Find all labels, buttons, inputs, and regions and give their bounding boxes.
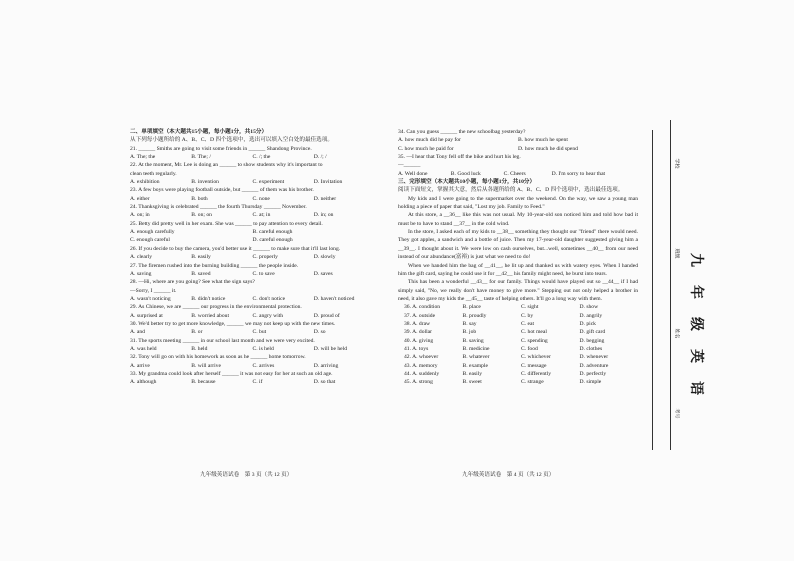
cloze-option: C. food — [521, 345, 538, 352]
option-b: B. will arrive — [191, 362, 221, 369]
cloze-option: 44. A. suddenly — [404, 370, 440, 377]
option-a: A. how much did he pay for — [398, 137, 461, 144]
options-31 — [130, 345, 375, 353]
cloze-option-row — [398, 312, 638, 320]
options-27 — [130, 270, 375, 278]
options-23 — [130, 195, 375, 203]
cloze-option-row — [398, 353, 638, 361]
option-a: A. arrive — [130, 362, 150, 369]
cloze-option: 40. A. giving — [404, 337, 434, 344]
school-label: 学校 — [673, 158, 679, 169]
cloze-option: B. easily — [462, 370, 483, 377]
option-c: C. properly — [252, 254, 278, 261]
cloze-option-row — [398, 345, 638, 353]
cloze-option: 38. A. draw — [404, 320, 431, 327]
option-c: C. but — [252, 329, 267, 336]
cloze-option-row — [398, 328, 638, 336]
option-d: D. how much he did spend — [518, 145, 578, 152]
grade-char: 九 — [688, 253, 704, 267]
question-31: 31. The sports meeting ______ in our school last month and we were very excited. — [130, 337, 315, 344]
option-d: D. I'm sorry to hear that — [551, 170, 606, 177]
option-b: B. because — [191, 379, 216, 386]
options-32 — [130, 362, 375, 370]
cloze-option: B. saving — [462, 337, 484, 344]
question-23: 23. A few boys were playing football outside, but ______ of them was his brother. — [130, 187, 314, 194]
option-b: B. both — [191, 195, 208, 202]
cloze-option: D. angrily — [579, 312, 603, 319]
options-25-cont — [130, 236, 375, 244]
grade-char: 级 — [688, 317, 704, 331]
cloze-option: C. spending — [521, 337, 548, 344]
option-c: C. enough careful — [130, 237, 170, 244]
question-28-reply: —Sorry, I ______ it. — [130, 287, 177, 294]
cloze-option: C. by — [521, 312, 534, 319]
option-a: A. The; the — [130, 154, 156, 161]
option-b: B. worried about — [191, 312, 229, 319]
cloze-option-row — [398, 370, 638, 378]
option-c: C. arrives — [252, 362, 275, 369]
option-d: D. /; / — [313, 154, 327, 161]
option-b: B. on; on — [191, 212, 212, 219]
options-29 — [130, 312, 375, 320]
option-c: C. don't notice — [252, 295, 286, 302]
cloze-option: 42. A. whoever — [404, 354, 439, 361]
seal-line — [652, 130, 653, 450]
cloze-option: D. whenever — [579, 354, 609, 361]
option-c: C. /; the — [252, 154, 271, 161]
passage-paragraph: This has been a wonderful __43__ for our family. Things would have played out so __44__ if I had simply said, "No, we really don't have money to give more." Stepping out not only helped a brother in need, it also gave my kids the __45__ taste of helping others. It'll go a long way with them. — [398, 279, 638, 302]
cloze-option: B. example — [462, 362, 488, 369]
options-24 — [130, 211, 375, 219]
passage-paragraph: At this store, a __36__ like this was not usual. My 10-year-old son noticed him and told how bad it must be to have to stand __37__ in the cold wind. — [398, 212, 638, 227]
option-b: B. how much he spent — [518, 137, 568, 144]
option-a: A. clearly — [130, 254, 153, 261]
cloze-option: C. sight — [521, 304, 539, 311]
cloze-option: C. strange — [521, 379, 544, 386]
option-d: D. proud of — [313, 312, 340, 319]
option-d: D. neither — [313, 195, 337, 202]
subject-char: 语 — [688, 381, 704, 395]
cloze-option-row — [398, 303, 638, 311]
cloze-option: D. adventure — [579, 362, 609, 369]
cloze-option: D. pick — [579, 320, 596, 327]
option-b: B. didn't notice — [191, 295, 226, 302]
option-a: A. although — [130, 379, 157, 386]
option-b: B. or — [191, 329, 203, 336]
option-d: D. will be held — [313, 345, 347, 352]
option-b: B. easily — [191, 254, 211, 261]
option-b: B. Good luck — [450, 170, 481, 177]
options-34-cont — [398, 145, 638, 153]
option-d: D. so — [313, 329, 326, 336]
section-heading: 二、单项填空（本大题共15小题，每小题1分，共15分） — [130, 129, 268, 135]
question-34: 34. Can you guess ______ the new schoolbag yesterday? — [398, 129, 526, 135]
question-24: 24. Thanksgiving is celebrated ______ the fourth Thursday ______ November. — [130, 204, 307, 211]
option-b: B. held — [191, 345, 208, 352]
cloze-option: 39. A. dollar — [404, 329, 432, 336]
option-d: D. in; on — [313, 212, 334, 219]
binding-line — [670, 120, 671, 450]
options-30 — [130, 328, 375, 336]
cloze-option: D. clothes — [579, 345, 603, 352]
option-b: B. The; / — [191, 154, 211, 161]
name-label: 姓名 — [673, 328, 679, 339]
exam-number-label: 考号 — [673, 408, 679, 419]
cloze-option: 41. A. toys — [404, 345, 429, 352]
option-b: B. careful enough — [252, 229, 293, 236]
cloze-option: 36. A. condition — [404, 304, 441, 311]
right-page — [398, 128, 638, 387]
cloze-option: D. gift card — [579, 329, 606, 336]
cloze-option-row — [398, 320, 638, 328]
question-29: 29. As Chinese, we are ______ our progress in the environmental protection. — [130, 304, 302, 311]
options-28 — [130, 295, 375, 303]
option-a: A. was held — [130, 345, 157, 352]
section-instruction: 阅读下面短文，掌握其大意，然后从各题所给的 A、B、C、D 四个选项中，选出最佳选项。 — [398, 187, 624, 194]
option-b: B. invention — [191, 179, 219, 186]
option-a: A. saving — [130, 270, 152, 277]
passage-paragraph: When we handed him the bag of __41__, he lit up and thanked us with watery eyes. When I handed him the gift card, saying he could use it for __42__ his family might need, he burst into tears. — [398, 262, 638, 277]
options-35 — [398, 170, 638, 178]
cloze-option-row — [398, 362, 638, 370]
option-a: A. Well done — [398, 170, 428, 177]
question-28: 28. —Hi, where are you going? See what the sign says? — [130, 279, 255, 286]
page-footer-right: 九年级英语试卷 第 4 页（共 12 页） — [462, 472, 555, 478]
cloze-option: D. perfectly — [579, 370, 607, 377]
option-d: D. careful enough — [252, 237, 293, 244]
cloze-option-row — [398, 378, 638, 386]
cloze-options — [398, 303, 638, 386]
question-30: 30. We'd better try to get more knowledge, ______ we may not keep up with the new times. — [130, 320, 336, 327]
option-a: A. either — [130, 195, 150, 202]
cloze-option: C. differently — [521, 370, 552, 377]
question-33: 33. My grandma could look after herself ______ it was not easy for her at such an old age. — [130, 370, 333, 377]
cloze-option: B. whatever — [462, 354, 490, 361]
options-21 — [130, 153, 375, 161]
section-instruction: 从下列每小题所给的 A、B、C、D 四个选项中，选出可以填入空白处的最佳选项。 — [130, 137, 333, 144]
option-a: A. exhibition — [130, 179, 160, 186]
cloze-option: B. say — [462, 320, 477, 327]
left-page — [130, 128, 375, 387]
subject-char: 英 — [688, 349, 704, 363]
options-34 — [398, 136, 638, 144]
cloze-option: C. whichever — [521, 354, 551, 361]
cloze-option: D. simple — [579, 379, 602, 386]
option-d: D. haven't noticed — [313, 295, 355, 302]
cloze-option: B. medicine — [462, 345, 490, 352]
option-d: D. Invitation — [313, 179, 343, 186]
cloze-option-row — [398, 337, 638, 345]
option-c: C. if — [252, 379, 263, 386]
option-a: A. on; in — [130, 212, 150, 219]
section-heading: 三、完形填空（本大题共10小题，每小题1分，共10分） — [398, 179, 536, 186]
question-35-reply: —______ — [398, 162, 421, 169]
question-35: 35. —I hear that Tony fell off the bike and hurt his leg. — [398, 154, 521, 161]
question-25: 25. Betty did pretty well in her exam. She was ______ to pay attention to every detail. — [130, 220, 323, 227]
question-22-cont: clean teeth regularly. — [130, 170, 177, 177]
options-33 — [130, 378, 375, 386]
option-d: D. so that — [313, 379, 336, 386]
option-d: D. arriving — [313, 362, 339, 369]
cloze-option: C. eat — [521, 320, 535, 327]
class-label: 班级 — [673, 248, 679, 259]
options-25 — [130, 228, 375, 236]
question-22: 22. At the moment, Mr. Lee is doing an ______ to show students why it's important to — [130, 162, 323, 169]
cloze-option: B. proudly — [462, 312, 487, 319]
options-26 — [130, 253, 375, 261]
question-21: 21. ______ Smiths are going to visit some friends in ______ Shandong Province. — [130, 145, 312, 152]
question-26: 26. If you decide to buy the camera, you'd better use it ______ to make sure that it'll last long. — [130, 245, 341, 252]
cloze-option: C. message — [521, 362, 547, 369]
question-27: 27. The firemen rushed into the burning building ______ the people inside. — [130, 262, 299, 269]
option-c: C. to save — [252, 270, 275, 277]
cloze-option: 43. A. memory — [404, 362, 438, 369]
option-c: C. angry with — [252, 312, 284, 319]
cloze-option: B. place — [462, 304, 481, 311]
option-c: C. Cheers — [503, 170, 526, 177]
option-c: C. none — [252, 195, 270, 202]
option-a: A. surprised at — [130, 312, 163, 319]
option-c: C. at; in — [252, 212, 271, 219]
options-22 — [130, 178, 375, 186]
option-a: A. enough carefully — [130, 229, 175, 236]
cloze-option: B. sweet — [462, 379, 482, 386]
option-a: A. wasn't noticing — [130, 295, 171, 302]
page-footer-left: 九年级英语试卷 第 3 页（共 12 页） — [200, 472, 293, 478]
option-a: A. and — [130, 329, 145, 336]
cloze-option: C. hot meal — [521, 329, 547, 336]
option-d: D. slowly — [313, 254, 336, 261]
option-c: C. how much he paid for — [398, 145, 454, 152]
passage-paragraph: My kids and I were going to the supermarket over the weekend. On the way, we saw a young man holding a piece of paper that said, "Lost my job. Family to Feed." — [398, 195, 638, 211]
grade-char: 年 — [688, 285, 704, 299]
question-32: 32. Tony will go on with his homework as soon as he ______ home tomorrow. — [130, 354, 306, 361]
cloze-option: D. begging — [579, 337, 605, 344]
passage-paragraph: In the store, I asked each of my kids to __38__ something they thought our "friend" there would need. They got apples, a sandwich and a bottle of juice. Then my 17-year-old daughter suggested giving him a __39__. I thought about it. We were low on cash ourselves, but...well, sometimes __40__ from our need instead of our abundance(富裕) is just what we need to do! — [398, 229, 638, 261]
cloze-option: D. show — [579, 304, 599, 311]
option-c: C. is held — [252, 345, 274, 352]
cloze-option: B. job — [462, 329, 477, 336]
option-c: C. experiment — [252, 179, 285, 186]
option-b: B. saved — [191, 270, 211, 277]
cloze-option: 45. A. strong — [404, 379, 433, 386]
cloze-option: 37. A. outside — [404, 312, 436, 319]
option-d: D. saves — [313, 270, 333, 277]
